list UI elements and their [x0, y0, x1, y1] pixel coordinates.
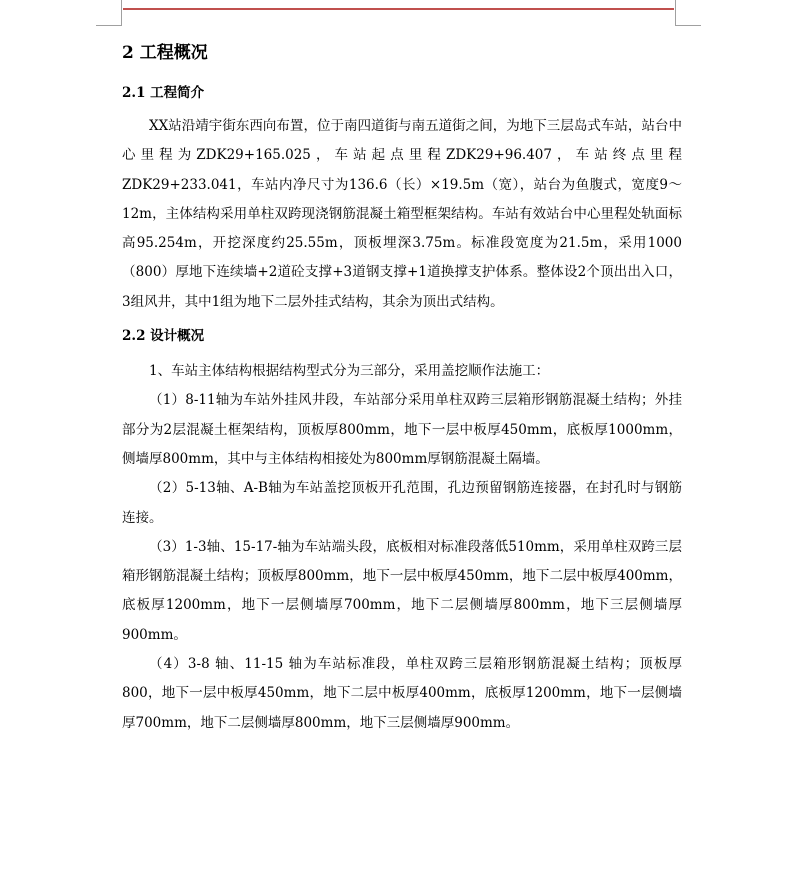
header-rule	[123, 8, 674, 10]
design-lead-paragraph: 1、车站主体结构根据结构型式分为三部分，采用盖挖顺作法施工：	[149, 363, 550, 380]
design-item-2: （2）5-13轴、A-B轴为车站盖挖顶板开孔范围，孔边预留钢筋连接器，在封孔时与钢筋连接。	[122, 480, 682, 526]
chapter-heading: 2 工程概况	[122, 43, 208, 63]
page-corner-mark-left	[96, 0, 122, 26]
design-item-3: （3）1-3轴、15-17-轴为车站端头段，底板相对标准段落低510mm，采用单柱双跨三层箱形钢筋混凝土结构；顶板厚800mm，地下一层中板厚450mm，地下二层中板厚400mm，底板厚1200mm，地下一层侧墙厚700mm，地下二层侧墙厚800mm，地下三层侧墙厚900mm。	[122, 538, 682, 643]
section-heading-design: 2.2 设计概况	[122, 328, 205, 345]
section-heading-intro: 2.1 工程简介	[122, 85, 205, 101]
design-item-1: （1）8-11轴为车站外挂风井段，车站部分采用单柱双跨三层箱形钢筋混凝土结构；外挂部分为2层混凝土框架结构，顶板厚800mm，地下一层中板厚450mm，底板厚1000mm，侧墙厚800mm，其中与主体结构相接处为800mm厚钢筋混凝土隔墙。	[122, 392, 682, 467]
document-page	[122, 30, 682, 738]
intro-paragraph: XX站沿靖宇街东西向布置，位于南四道街与南五道街之间，为地下三层岛式车站，站台中心里程为ZDK29+165.025，车站起点里程ZDK29+96.407，车站终点里程ZDK29+233.041，车站内净尺寸为136.6（长）×19.5m（宽），站台为鱼腹式，宽度9～12m，主体结构采用单柱双跨现浇钢筋混凝土箱型框架结构。车站有效站台中心里程处轨面标高95.254m，开挖深度约25.55m，顶板埋深3.75m。标准段宽度为21.5m，采用1000（800）厚地下连续墙+2道砼支撑+3道钢支撑+1道换撑支护体系。整体设2个顶出出入口，3组风井，其中1组为地下二层外挂式结构，其余为顶出式结构。	[122, 118, 682, 310]
page-corner-mark-right	[675, 0, 701, 26]
design-item-4: （4）3-8 轴、11-15 轴为车站标准段，单柱双跨三层箱形钢筋混凝土结构；顶板厚800，地下一层中板厚450mm，地下二层中板厚400mm，底板厚1200mm，地下一层侧墙厚700mm，地下二层侧墙厚800mm，地下三层侧墙厚900mm。	[122, 656, 682, 731]
